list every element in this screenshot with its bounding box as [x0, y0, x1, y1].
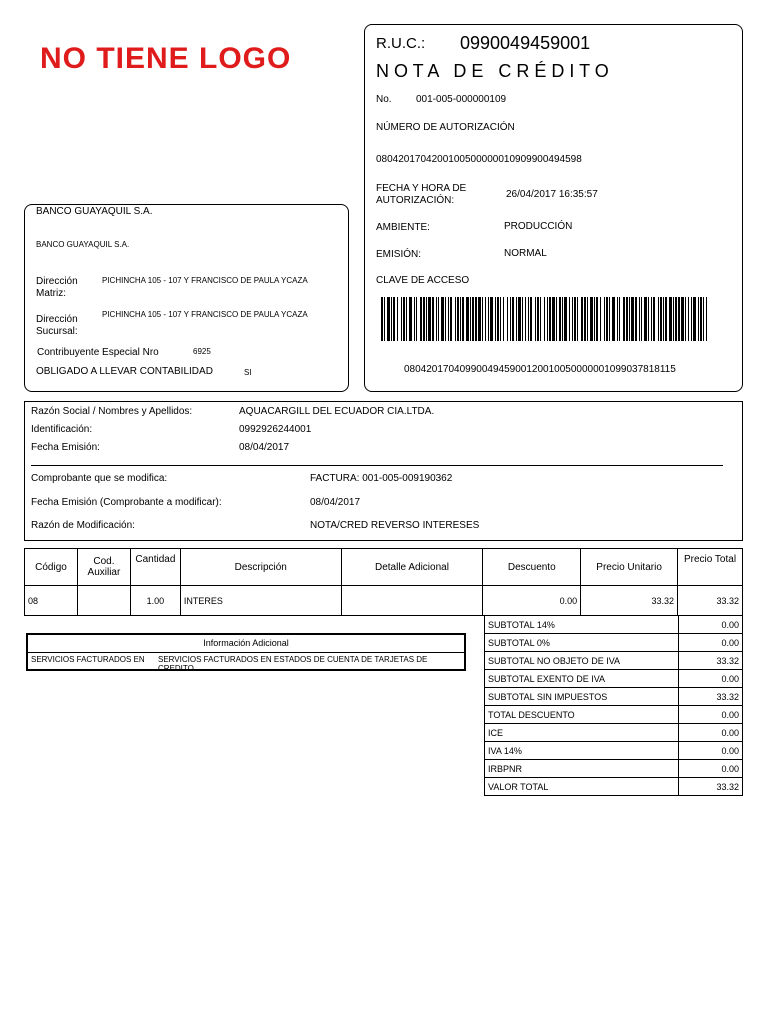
- totals-label: SUBTOTAL NO OBJETO DE IVA: [485, 652, 679, 670]
- client-name: AQUACARGILL DEL ECUADOR CIA.LTDA.: [239, 406, 435, 417]
- row-descuento: 0.00: [483, 586, 581, 616]
- additional-info-divider: [28, 652, 464, 653]
- totals-row: [485, 742, 743, 760]
- totals-value: 33.32: [679, 652, 743, 670]
- client-divider: [31, 465, 723, 466]
- reason-value: NOTA/CRED REVERSO INTERESES: [310, 520, 480, 531]
- row-precio-unitario: 33.32: [581, 586, 678, 616]
- branch-label-line1: Dirección: [36, 314, 78, 325]
- special-taxpayer-label: Contribuyente Especial Nro: [37, 347, 159, 358]
- emission-value: NORMAL: [504, 248, 547, 259]
- issuer-trade-name: BANCO GUAYAQUIL S.A.: [36, 240, 130, 249]
- accounting-value: SI: [244, 368, 252, 377]
- modified-date: 08/04/2017: [310, 497, 361, 508]
- row-precio-total: 33.32: [678, 586, 743, 616]
- document-type: N O T A D E C R É D I T O: [376, 61, 609, 81]
- issue-date-label: Fecha Emisión:: [31, 442, 100, 453]
- totals-label: IRBPNR: [485, 760, 679, 778]
- col-cod-aux: [77, 549, 130, 586]
- branch-label-line2: Sucursal:: [36, 326, 78, 337]
- totals-row: [485, 670, 743, 688]
- environment-label: AMBIENTE:: [376, 222, 430, 233]
- row-cantidad: 1.00: [130, 586, 180, 616]
- totals-label: TOTAL DESCUENTO: [485, 706, 679, 724]
- client-id: 0992926244001: [239, 424, 312, 435]
- totals-row: [485, 760, 743, 778]
- totals-label: SUBTOTAL SIN IMPUESTOS: [485, 688, 679, 706]
- client-name-label: Razón Social / Nombres y Apellidos:: [31, 406, 193, 417]
- matrix-label-line1: Dirección: [36, 276, 78, 287]
- totals-label: SUBTOTAL 14%: [485, 616, 679, 634]
- col-cod-aux-line1: Cod.: [93, 556, 115, 567]
- additional-info-box: [26, 633, 466, 671]
- matrix-address-label: [36, 276, 78, 300]
- client-box: [24, 401, 743, 541]
- items-header-row: [25, 549, 743, 586]
- branch-address: PICHINCHA 105 - 107 Y FRANCISCO DE PAULA YCAZA: [102, 310, 308, 319]
- totals-row: [485, 652, 743, 670]
- totals-row: [485, 706, 743, 724]
- modified-doc-label: Comprobante que se modifica:: [31, 473, 168, 484]
- issue-date: 08/04/2017: [239, 442, 290, 453]
- document-number: 001-005-000000109: [416, 94, 507, 105]
- modified-date-label: Fecha Emisión (Comprobante a modificar):: [31, 497, 222, 508]
- reason-label: Razón de Modificación:: [31, 520, 135, 531]
- row-cod-aux: [77, 586, 130, 616]
- accounting-label: OBLIGADO A LLEVAR CONTABILIDAD: [36, 366, 213, 377]
- totals-value: 33.32: [679, 688, 743, 706]
- totals-value: 33.32: [679, 778, 743, 796]
- totals-row: [485, 688, 743, 706]
- auth-date-label-line2: AUTORIZACIÓN:: [376, 195, 455, 206]
- row-codigo: 08: [25, 586, 78, 616]
- access-key-barcode: [381, 297, 709, 341]
- environment-value: PRODUCCIÓN: [504, 221, 573, 232]
- access-key-label: CLAVE DE ACCESO: [376, 275, 470, 286]
- matrix-address: PICHINCHA 105 - 107 Y FRANCISCO DE PAULA YCAZA: [102, 276, 308, 285]
- totals-row: [485, 616, 743, 634]
- col-codigo: Código: [25, 549, 78, 586]
- totals-value: 0.00: [679, 616, 743, 634]
- totals-label: SUBTOTAL EXENTO DE IVA: [485, 670, 679, 688]
- modified-doc: FACTURA: 001-005-009190362: [310, 473, 453, 484]
- totals-label: IVA 14%: [485, 742, 679, 760]
- special-taxpayer-number: 6925: [193, 347, 211, 356]
- row-detalle: [341, 586, 483, 616]
- totals-value: 0.00: [679, 742, 743, 760]
- totals-row: [485, 724, 743, 742]
- logo-placeholder: NO TIENE LOGO: [40, 42, 292, 75]
- table-row: [25, 586, 743, 616]
- col-cantidad: Cantidad: [130, 549, 180, 586]
- ruc-value: 0990049459001: [460, 33, 591, 53]
- authorization-date: 26/04/2017 16:35:57: [506, 189, 598, 200]
- number-label: No.: [376, 94, 392, 105]
- barcode-bar: [707, 297, 710, 341]
- totals-table: [484, 615, 743, 796]
- col-cod-aux-line2: Auxiliar: [87, 567, 121, 578]
- col-descripcion: Descripción: [180, 549, 341, 586]
- issuer-name: BANCO GUAYAQUIL S.A.: [36, 206, 153, 217]
- additional-info-value: SERVICIOS FACTURADOS EN ESTADOS DE CUENTA DE TARJETAS DE CREDITO: [158, 655, 428, 673]
- totals-row: [485, 634, 743, 652]
- client-id-label: Identificación:: [31, 424, 93, 435]
- totals-label: ICE: [485, 724, 679, 742]
- totals-label: SUBTOTAL 0%: [485, 634, 679, 652]
- col-precio-total: Precio Total: [678, 549, 743, 586]
- col-detalle: Detalle Adicional: [341, 549, 483, 586]
- totals-value: 0.00: [679, 706, 743, 724]
- ruc-label: R.U.C.:: [376, 35, 426, 52]
- document-header-box: [364, 24, 743, 392]
- totals-value: 0.00: [679, 724, 743, 742]
- items-table: [24, 548, 743, 616]
- authorization-label: NÚMERO DE AUTORIZACIÓN: [376, 122, 515, 133]
- authorization-date-label: [376, 183, 466, 207]
- additional-info-label: SERVICIOS FACTURADOS EN: [31, 655, 145, 664]
- totals-value: 0.00: [679, 634, 743, 652]
- additional-info-title: Información Adicional: [203, 638, 289, 648]
- col-precio-unitario: Precio Unitario: [581, 549, 678, 586]
- col-descuento: Descuento: [483, 549, 581, 586]
- totals-label: VALOR TOTAL: [485, 778, 679, 796]
- totals-value: 0.00: [679, 670, 743, 688]
- authorization-number: 0804201704200100500000010909900494598: [376, 154, 582, 165]
- row-descripcion: INTERES: [180, 586, 341, 616]
- issuer-box: [24, 204, 349, 392]
- access-key-number: 0804201704099004945900120010050000001099037818115: [404, 364, 676, 375]
- emission-label: EMISIÓN:: [376, 249, 422, 260]
- totals-value: 0.00: [679, 760, 743, 778]
- auth-date-label-line1: FECHA Y HORA DE: [376, 183, 467, 194]
- totals-row: [485, 778, 743, 796]
- branch-address-label: [36, 314, 78, 338]
- matrix-label-line2: Matriz:: [36, 288, 66, 299]
